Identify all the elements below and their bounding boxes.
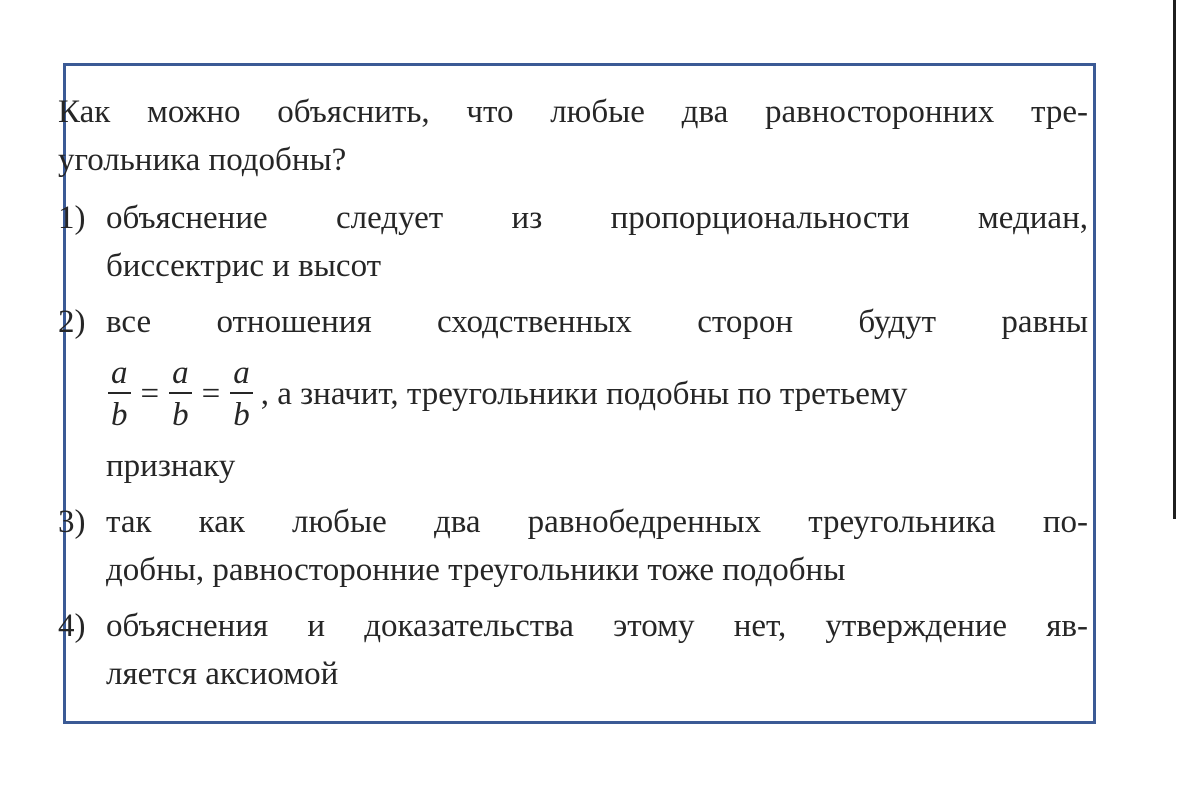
- option-line: объяснения и доказательства этому нет, утверждение яв-: [106, 608, 1088, 644]
- answer-option-1[interactable]: [58, 194, 1088, 290]
- answer-option-3[interactable]: [58, 498, 1088, 594]
- answer-option-2[interactable]: [58, 298, 1088, 490]
- option-line: ляется аксиомой: [106, 656, 339, 692]
- option-number: 4): [58, 608, 86, 644]
- option-line: биссектрис и высот: [106, 248, 382, 284]
- question-line-1: Как можно объяснить, что любые два равносторонних тре-: [58, 94, 1088, 130]
- fraction-numerator: a: [108, 356, 131, 394]
- equals-sign: =: [201, 376, 221, 412]
- option-line: объяснение следует из пропорциональности медиан,: [106, 200, 1088, 236]
- option-line: все отношения сходственных сторон будут равны: [106, 304, 1088, 340]
- question-line-2: угольника подобны?: [58, 142, 347, 178]
- fraction: [230, 356, 253, 432]
- option-number: 3): [58, 504, 86, 540]
- fraction-denominator: b: [233, 397, 250, 433]
- question-content: [58, 88, 1088, 706]
- fraction-denominator: b: [172, 397, 189, 433]
- fraction: [108, 356, 131, 432]
- fraction-denominator: b: [111, 397, 128, 433]
- fraction-numerator: a: [230, 356, 253, 394]
- question-card: [58, 63, 1096, 724]
- right-edge-divider: [1173, 0, 1176, 519]
- formula-continuation: , а значит, треугольники подобны по третьему: [260, 376, 908, 412]
- question-text: [58, 88, 1088, 184]
- option-line: признаку: [106, 448, 236, 484]
- option-number: 2): [58, 304, 86, 340]
- fraction-numerator: a: [169, 356, 192, 394]
- option-number: 1): [58, 200, 86, 236]
- ratio-formula: [106, 346, 1088, 442]
- answer-option-4[interactable]: [58, 602, 1088, 698]
- option-line: так как любые два равнобедренных треугольника по-: [106, 504, 1088, 540]
- option-line: добны, равносторонние треугольники тоже подобны: [106, 552, 846, 588]
- equals-sign: =: [140, 376, 160, 412]
- fraction: [169, 356, 192, 432]
